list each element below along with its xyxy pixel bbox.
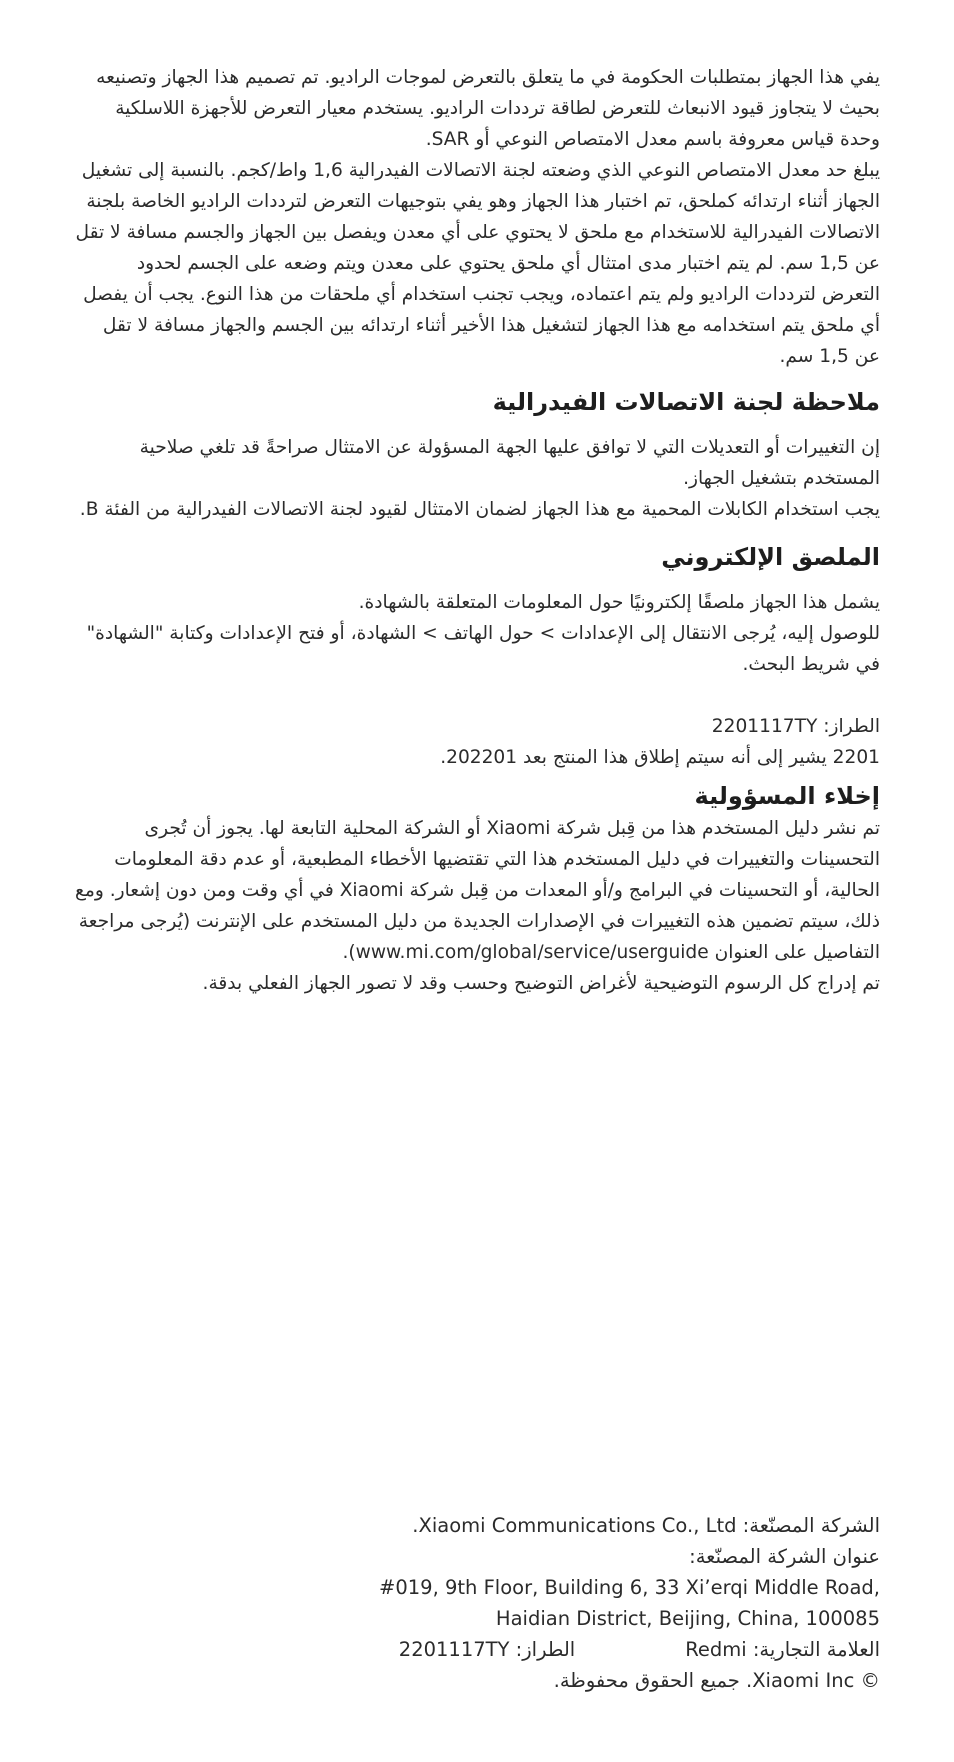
address-line-1 xyxy=(74,1572,880,1603)
manufacturer-footer xyxy=(74,1510,880,1696)
copyright-line: © Xiaomi Inc. جميع الحقوق محفوظة. xyxy=(553,1669,880,1692)
address-line-2-text: Haidian District, Beijing, China, 100085 xyxy=(495,1607,880,1630)
address-line-2 xyxy=(74,1603,880,1634)
brand-label: العلامة التجارية: Redmi xyxy=(685,1638,880,1661)
sar-limit-paragraph: يبلغ حد معدل الامتصاص النوعي الذي وضعته لجنة الاتصالات الفيدرالية 1,6 واط/كجم. بالنسبة إلى تشغيل الجهاز أثناء ارتدائه كملحق، تم اختبار هذا الجهاز وهو يفي بتوجيهات التعرض لترددات الراديو الخاصة بلجنة الاتصالات الفيدرالية للاستخدام مع ملحق لا يحتوي على أي معدن ويفصل بين الجهاز والجسم مسافة لا تقل عن 1,5 سم. لم يتم اختبار مدى امتثال أي ملحق يحتوي على معدن ويتم وضعه على الجسم لحدود التعرض لترددات الراديو ولم يتم اعتماده، ويجب تجنب استخدام أي ملحقات من هذا النوع. يجب أن يفصل أي ملحق يتم استخدامه مع هذا الجهاز لتشغيل هذا الأخير أثناء ارتدائه بين الجسم والجهاز مسافة لا تقل عن 1,5 سم. xyxy=(75,160,880,367)
e-label-section xyxy=(74,540,880,773)
address-label: عنوان الشركة المصنّعة: xyxy=(689,1545,880,1568)
model-line: الطراز: 2201117TY xyxy=(711,716,880,737)
disclaimer-section xyxy=(74,779,880,999)
manufacturer-line: الشركة المصنّعة: Xiaomi Communications Co., Ltd. xyxy=(412,1514,880,1537)
rf-exposure-section xyxy=(74,62,880,372)
model-label: الطراز: 2201117TY xyxy=(398,1638,576,1661)
disclaimer-heading: إخلاء المسؤولية xyxy=(694,782,880,810)
brand-model-row xyxy=(74,1634,880,1665)
disclaimer-paragraph: تم نشر دليل المستخدم هذا من قِبل شركة Xiaomi أو الشركة المحلية التابعة لها. يجوز أن تُجرى التحسينات والتغييرات في دليل المستخدم هذا التي تقتضيها الأخطاء المطبعية، أو عدم دقة المعلومات الحالية، أو التحسينات في البرامج و/أو المعدات من قِبل شركة Xiaomi في أي وقت ومن دون إشعار. ومع ذلك، سيتم تضمين هذه التغييرات في الإصدارات الجديدة من دليل المستخدم على الإنترنت (يُرجى مراجعة التفاصيل على العنوان www.mi.com/global/service/userguide). xyxy=(74,818,880,963)
fcc-cables-paragraph: يجب استخدام الكابلات المحمية مع هذا الجهاز لضمان الامتثال لقيود لجنة الاتصالات الفيدرالية من الفئة B. xyxy=(79,499,880,520)
fcc-note-heading: ملاحظة لجنة الاتصالات الفيدرالية xyxy=(492,388,880,416)
e-label-access-paragraph: للوصول إليه، يُرجى الانتقال إلى الإعدادات > حول الهاتف > الشهادة، أو فتح الإعدادات وكتابة "الشهادة" في شريط البحث. xyxy=(86,623,880,675)
fcc-note-section xyxy=(74,385,880,525)
date-code-line: 2201 يشير إلى أنه سيتم إطلاق هذا المنتج بعد 202201. xyxy=(440,747,880,768)
fcc-changes-paragraph: إن التغييرات أو التعديلات التي لا توافق عليها الجهة المسؤولة عن الامتثال صراحةً قد تلغي صلاحية المستخدم بتشغيل الجهاز. xyxy=(139,437,880,489)
e-label-paragraph: يشمل هذا الجهاز ملصقًا إلكترونيًا حول المعلومات المتعلقة بالشهادة. xyxy=(358,592,880,613)
illustrations-paragraph: تم إدراج كل الرسوم التوضيحية لأغراض التوضيح وحسب وقد لا تصور الجهاز الفعلي بدقة. xyxy=(202,973,880,994)
address-line-1-text: #019, 9th Floor, Building 6, 33 Xi’erqi Middle Road, xyxy=(379,1576,880,1599)
rf-exposure-paragraph: يفي هذا الجهاز بمتطلبات الحكومة في ما يتعلق بالتعرض لموجات الراديو. تم تصميم هذا الجهاز وتصنيعه بحيث لا يتجاوز قيود الانبعاث للتعرض لطاقة ترددات الراديو. يستخدم معيار التعرض للأجهزة اللاسلكية وحدة قياس معروفة باسم معدل الامتصاص النوعي أو SAR. xyxy=(96,67,880,150)
spacer xyxy=(74,680,880,711)
manual-page xyxy=(74,62,880,999)
e-label-heading: الملصق الإلكتروني xyxy=(661,543,880,571)
